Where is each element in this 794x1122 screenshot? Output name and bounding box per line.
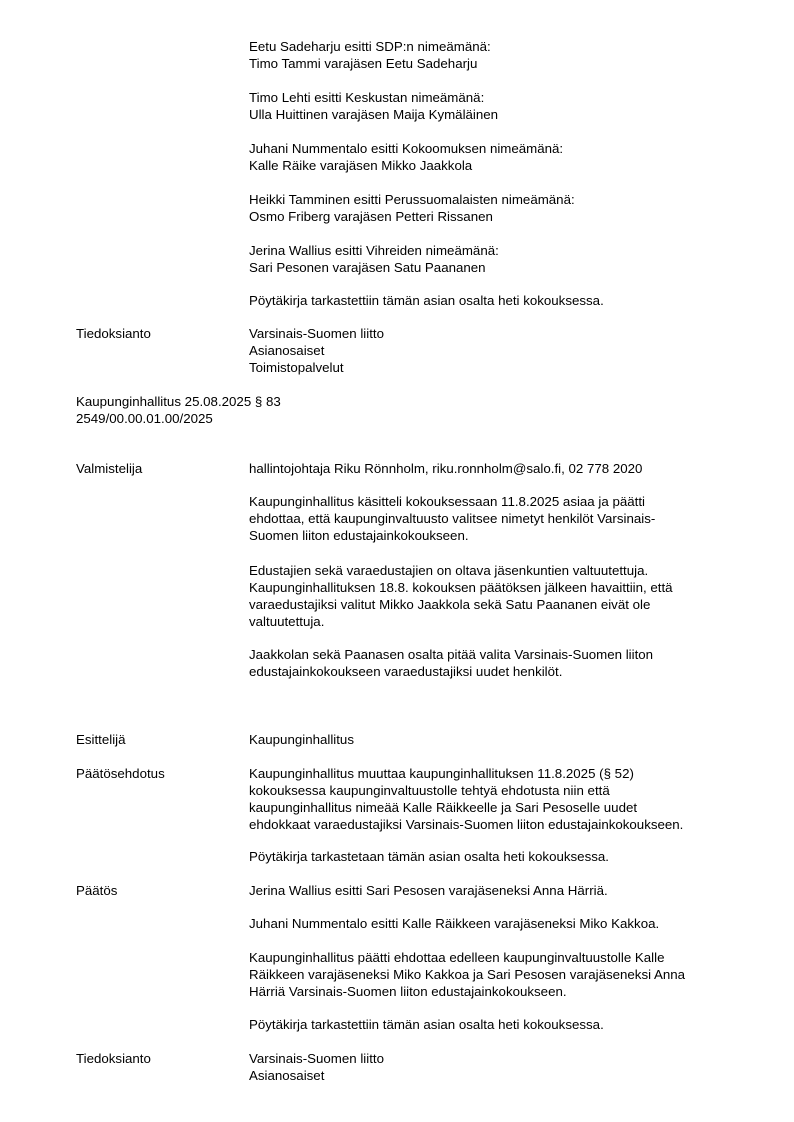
tiedoksianto-recipients <box>249 1050 384 1084</box>
paragraph-line: ehdottaa, että kaupunginvaltuusto valitsee nimetyt henkilöt Varsinais- <box>249 511 656 526</box>
paragraph-line: Edustajien sekä varaedustajien on oltava jäsenkuntien valtuutettuja. <box>249 563 649 578</box>
esittelija-value: Kaupunginhallitus <box>249 732 354 747</box>
nomination-heading: Timo Lehti esitti Keskustan nimeämänä: <box>249 90 485 105</box>
nomination-detail: Kalle Räike varajäsen Mikko Jaakkola <box>249 158 473 173</box>
recipient: Asianosaiset <box>249 343 325 358</box>
nomination-block <box>249 242 499 276</box>
recipient: Varsinais-Suomen liitto <box>249 1051 384 1066</box>
nomination-block <box>249 89 498 123</box>
tiedoksianto-label: Tiedoksianto <box>76 1051 151 1066</box>
paatos-paragraph <box>249 949 685 1000</box>
tiedoksianto-recipients <box>249 325 384 376</box>
esittelija-label: Esittelijä <box>76 732 126 747</box>
nomination-heading: Juhani Nummentalo esitti Kokoomuksen nimeämänä: <box>249 141 564 156</box>
paragraph-line: edustajainkokoukseen varaedustajiksi uudet henkilöt. <box>249 664 563 679</box>
recipient: Asianosaiset <box>249 1068 325 1083</box>
nomination-detail: Sari Pesonen varajäsen Satu Paananen <box>249 260 486 275</box>
paatos-note: Pöytäkirja tarkastettiin tämän asian osalta heti kokouksessa. <box>249 1017 604 1032</box>
paatosehdotus-note: Pöytäkirja tarkastetaan tämän asian osalta heti kokouksessa. <box>249 849 609 864</box>
paatosehdotus-paragraph <box>249 765 683 833</box>
paragraph-line: Kaupunginhallitus päätti ehdottaa edelleen kaupunginvaltuustolle Kalle <box>249 950 665 965</box>
paatosehdotus-label: Päätösehdotus <box>76 766 165 781</box>
valmistelija-paragraph-3 <box>249 646 653 680</box>
paragraph-line: Kaupunginhallitus muuttaa kaupunginhallituksen 11.8.2025 (§ 52) <box>249 766 634 781</box>
tiedoksianto-label: Tiedoksianto <box>76 326 151 341</box>
preparer-info: hallintojohtaja Riku Rönnholm, riku.ronnholm@salo.fi, 02 778 2020 <box>249 461 643 476</box>
paragraph-line: Kaupunginhallituksen 18.8. kokouksen päätöksen jälkeen havaittiin, että <box>249 580 673 595</box>
nomination-heading: Heikki Tamminen esitti Perussuomalaisten nimeämänä: <box>249 192 575 207</box>
nomination-detail: Osmo Friberg varajäsen Petteri Rissanen <box>249 209 493 224</box>
paragraph-line: Jaakkolan sekä Paanasen osalta pitää valita Varsinais-Suomen liiton <box>249 647 654 662</box>
nomination-detail: Timo Tammi varajäsen Eetu Sadeharju <box>249 56 478 71</box>
record-number: 2549/00.00.01.00/2025 <box>76 411 213 426</box>
paragraph-line: kaupunginhallitus nimeää Kalle Räikkeelle ja Sari Pesoselle uudet <box>249 800 638 815</box>
valmistelija-paragraph-1 <box>249 493 655 544</box>
nomination-block <box>249 191 575 225</box>
paragraph-line: Härriä Varsinais-Suomen liiton edustajainkokoukseen. <box>249 984 567 999</box>
paragraph-line: valtuutettuja. <box>249 614 325 629</box>
paragraph-line: Räikkeen varajäseneksi Miko Kakkoa ja Sari Pesosen varajäseneksi Anna <box>249 967 686 982</box>
nomination-block <box>249 38 491 72</box>
recipient: Varsinais-Suomen liitto <box>249 326 384 341</box>
valmistelija-label: Valmistelija <box>76 461 143 476</box>
paragraph-line: varaedustajiksi valitut Mikko Jaakkola sekä Satu Paananen eivät ole <box>249 597 651 612</box>
nomination-heading: Eetu Sadeharju esitti SDP:n nimeämänä: <box>249 39 491 54</box>
paragraph-line: kokouksessa kaupunginvaltuustolle tehtyä ehdotusta niin että <box>249 783 610 798</box>
nomination-detail: Ulla Huittinen varajäsen Maija Kymäläinen <box>249 107 499 122</box>
nomination-heading: Jerina Wallius esitti Vihreiden nimeämänä: <box>249 243 499 258</box>
section-header <box>76 393 281 427</box>
paragraph-line: ehdokkaat varaedustajiksi Varsinais-Suomen liiton edustajainkokoukseen. <box>249 817 684 832</box>
paatos-line-2: Juhani Nummentalo esitti Kalle Räikkeen varajäseneksi Miko Kakkoa. <box>249 916 660 931</box>
recipient: Toimistopalvelut <box>249 360 344 375</box>
meeting-reference: Kaupunginhallitus 25.08.2025 § 83 <box>76 394 281 409</box>
paatos-label: Päätös <box>76 883 118 898</box>
nomination-block <box>249 140 563 174</box>
paragraph-line: Suomen liiton edustajainkokoukseen. <box>249 528 469 543</box>
paatos-line-1: Jerina Wallius esitti Sari Pesosen varajäseneksi Anna Härriä. <box>249 883 608 898</box>
minutes-note: Pöytäkirja tarkastettiin tämän asian osalta heti kokouksessa. <box>249 293 604 308</box>
paragraph-line: Kaupunginhallitus käsitteli kokouksessaan 11.8.2025 asiaa ja päätti <box>249 494 645 509</box>
valmistelija-paragraph-2 <box>249 562 673 630</box>
